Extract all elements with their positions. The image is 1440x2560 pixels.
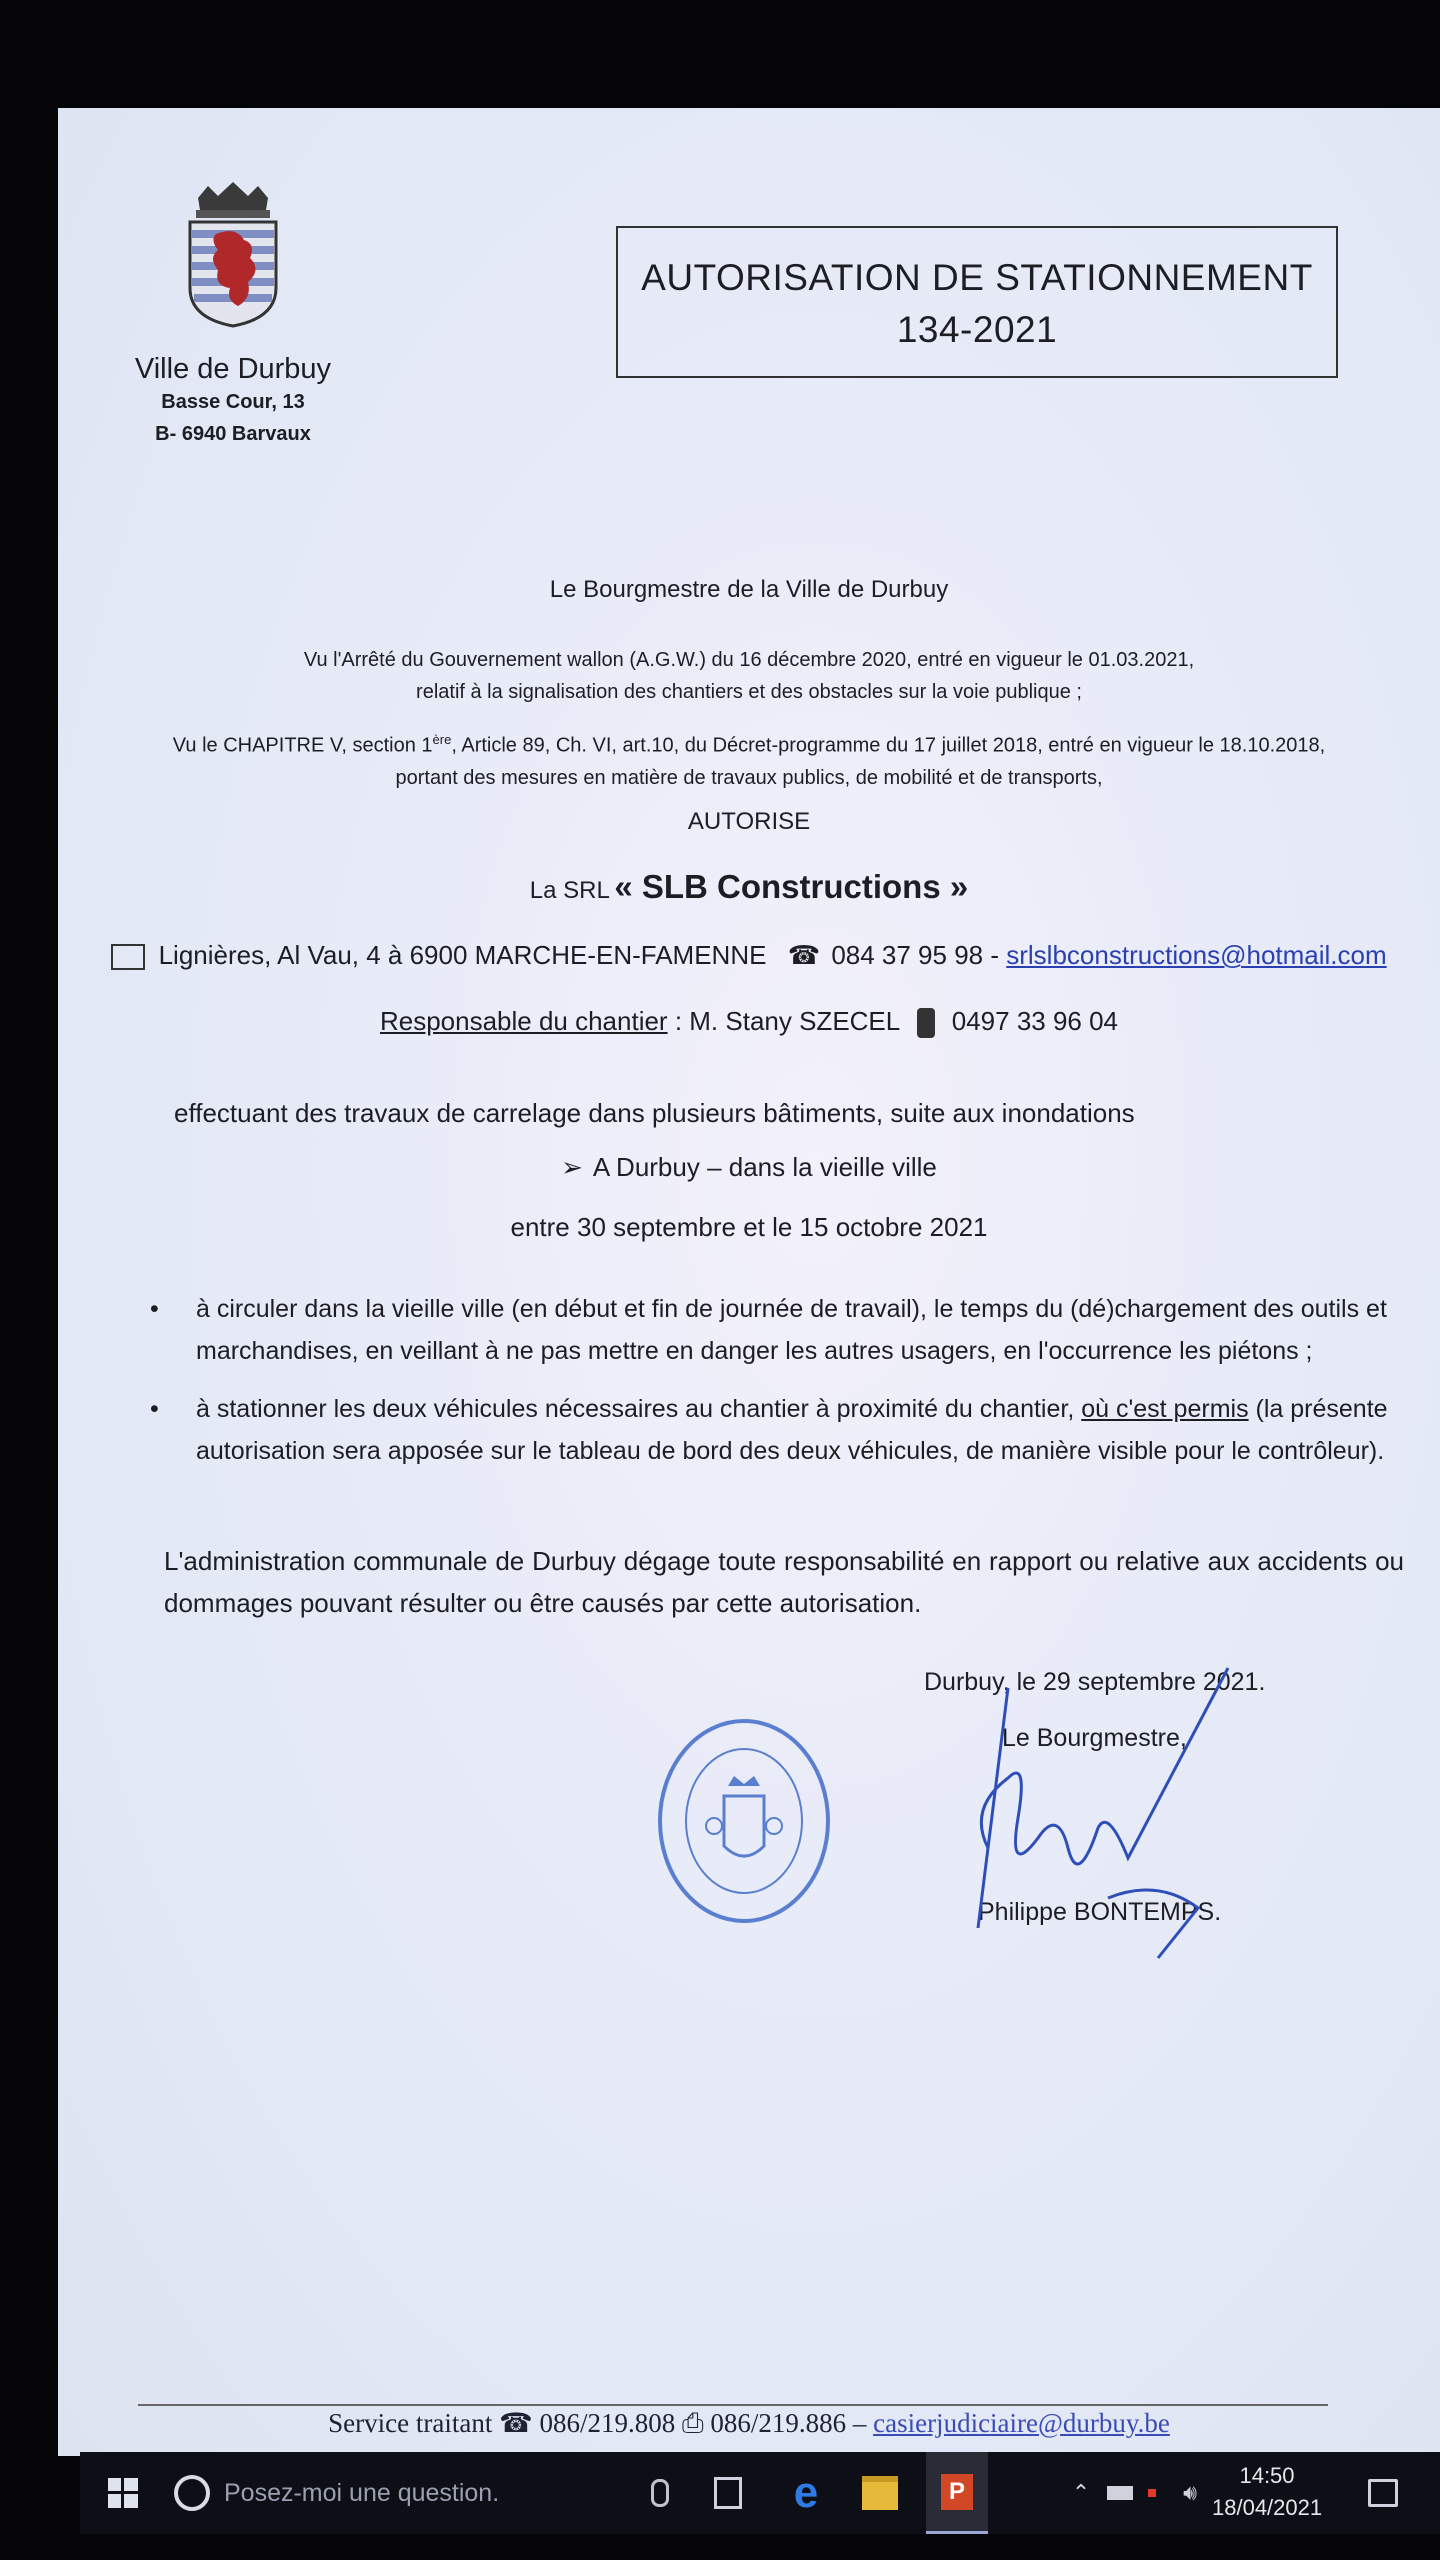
vu-decret-part1: Vu le CHAPITRE V, section 1 xyxy=(172,734,433,757)
clock-date: 18/04/2021 xyxy=(1212,2495,1323,2520)
show-hidden-icons-button[interactable] xyxy=(1066,2452,1096,2534)
location-line xyxy=(58,1152,1440,1183)
folder-icon xyxy=(862,2476,898,2510)
vu-agw xyxy=(58,644,1440,708)
notification-icon xyxy=(1368,2479,1398,2507)
town-name: Ville de Durbuy xyxy=(134,353,332,385)
phone-icon: ☎ xyxy=(787,940,821,970)
task-view-icon xyxy=(714,2477,742,2509)
vu-decret xyxy=(58,724,1440,794)
letter-icon xyxy=(111,944,145,970)
footer-service-label: Service traitant xyxy=(328,2408,493,2438)
edge-icon: e xyxy=(793,2468,819,2517)
company-phone: 084 37 95 98 - xyxy=(831,940,1000,970)
company-email-link[interactable]: srlslbconstructions@hotmail.com xyxy=(1006,940,1387,970)
town-address-line1: Basse Cour, 13 xyxy=(161,391,305,413)
network-alert-icon xyxy=(1148,2489,1156,2497)
bullet-text-circulation: à circuler dans la vieille ville (en début et fin de journée de travail), le temps du (dé)chargement des outils et marchandises, en veillant à ne pas mettre en danger les autres usagers, en l'occurrence les piétons ; xyxy=(196,1295,1387,1365)
vu-decret-sup: ère xyxy=(432,732,452,747)
responsable-line xyxy=(58,1006,1440,1038)
period-line: entre 30 septembre et le 15 octobre 2021 xyxy=(510,1212,988,1242)
edge-browser-button[interactable] xyxy=(776,2452,836,2534)
system-clock[interactable] xyxy=(1212,2460,1322,2524)
fax-icon: ⎙ xyxy=(681,2408,704,2438)
location-text: A Durbuy – dans la vieille ville xyxy=(592,1152,937,1182)
chevron-up-icon: ⌃ xyxy=(1071,2480,1091,2505)
document-number: 134-2021 xyxy=(896,309,1058,350)
powerpoint-icon: P xyxy=(941,2474,973,2510)
cortana-circle-icon xyxy=(174,2475,210,2511)
company-address: Lignières, Al Vau, 4 à 6900 MARCHE-EN-FAMENNE xyxy=(158,940,767,970)
mobile-phone-icon xyxy=(917,1008,935,1038)
official-stamp-icon xyxy=(654,1716,834,1926)
footer-phone: 086/219.808 xyxy=(539,2408,676,2438)
battery-icon xyxy=(1107,2486,1133,2500)
windows-taskbar xyxy=(80,2452,1440,2534)
footer-email-link[interactable]: casierjudiciaire@durbuy.be xyxy=(873,2408,1170,2438)
action-center-button[interactable] xyxy=(1358,2452,1408,2534)
responsable-label: Responsable du chantier xyxy=(379,1006,668,1036)
bullet2-part2: (la présente autorisation sera apposée sur le tableau de bord des deux véhicules, de manière visible pour le contrôleur). xyxy=(196,1395,1388,1465)
company-contact-line xyxy=(58,940,1440,971)
disclaimer: L'administration communale de Durbuy dégage toute responsabilité en rapport ou relative aux accidents ou dommages pouvant résulter ou être causés par cette autorisation. xyxy=(164,1546,1404,1618)
windows-logo-icon xyxy=(108,2478,138,2508)
responsable-mobile: 0497 33 96 04 xyxy=(951,1006,1119,1036)
task-view-button[interactable] xyxy=(700,2452,756,2534)
company-name: « SLB Constructions » xyxy=(614,868,969,905)
autorise-heading: AUTORISE xyxy=(687,808,811,835)
town-block xyxy=(118,353,348,450)
bullet2-part1: à stationner les deux véhicules nécessaires au chantier à proximité du chantier, xyxy=(196,1395,1075,1423)
bullet-dot-icon: • xyxy=(150,1295,159,1323)
microphone-icon xyxy=(651,2479,669,2507)
responsable-name: : M. Stany SZECEL xyxy=(674,1006,900,1036)
phone-icon: ☎ xyxy=(499,2408,533,2438)
bullet-text-stationnement xyxy=(196,1388,1406,1472)
search-placeholder: Posez-moi une question. xyxy=(224,2478,500,2507)
battery-button[interactable] xyxy=(1102,2452,1138,2534)
file-explorer-button[interactable] xyxy=(850,2452,910,2534)
footer-fax: 086/219.886 – xyxy=(710,2408,867,2438)
document-title: AUTORISATION DE STATIONNEMENT xyxy=(641,257,1313,298)
arrow-bullet-icon: ➢ xyxy=(561,1152,583,1182)
town-address-line2: B- 6940 Barvaux xyxy=(155,423,311,445)
bullet-dot-icon: • xyxy=(150,1395,159,1423)
document-title-box xyxy=(616,226,1338,378)
speaker-icon: 🔊︎ xyxy=(1183,2480,1197,2505)
vu-agw-line1: Vu l'Arrêté du Gouvernement wallon (A.G.W.) du 16 décembre 2020, entré en vigueur le 01.03.2021, xyxy=(303,649,1195,671)
company-prefix: La SRL xyxy=(529,877,610,904)
footer-contact-line xyxy=(58,2408,1440,2440)
microphone-button[interactable] xyxy=(640,2452,680,2534)
works-description: effectuant des travaux de carrelage dans plusieurs bâtiments, suite aux inondations xyxy=(174,1098,1135,1128)
vu-decret-line2: portant des mesures en matière de travaux publics, de mobilité et de transports, xyxy=(395,766,1103,789)
signatory-title: Le Bourgmestre, xyxy=(1002,1724,1187,1752)
handwritten-signature-icon xyxy=(958,1648,1258,1968)
start-button[interactable] xyxy=(98,2452,148,2534)
date-place: Durbuy, le 29 septembre 2021. xyxy=(924,1668,1266,1696)
issuer: Le Bourgmestre de la Ville de Durbuy xyxy=(549,576,949,603)
cortana-search-box[interactable] xyxy=(174,2452,694,2534)
footer-divider xyxy=(138,2404,1328,2406)
signatory-name: Philippe BONTEMPS. xyxy=(978,1898,1222,1926)
powerpoint-button[interactable] xyxy=(926,2452,988,2534)
network-button[interactable] xyxy=(1142,2452,1162,2534)
durbuy-crest-icon xyxy=(178,178,288,328)
vu-decret-part2: , Article 89, Ch. VI, art.10, du Décret-programme du 17 juillet 2018, entré en vigueur le 18.10.2018, xyxy=(451,734,1326,757)
company-line xyxy=(58,868,1440,906)
bullet2-underlined: où c'est permis xyxy=(1081,1395,1249,1423)
vu-agw-line2: relatif à la signalisation des chantiers et des obstacles sur la voie publique ; xyxy=(416,681,1082,703)
document-page xyxy=(58,108,1440,2456)
clock-time: 14:50 xyxy=(1239,2463,1295,2488)
vu-decret-line1 xyxy=(58,724,1440,762)
volume-button[interactable] xyxy=(1172,2452,1208,2534)
